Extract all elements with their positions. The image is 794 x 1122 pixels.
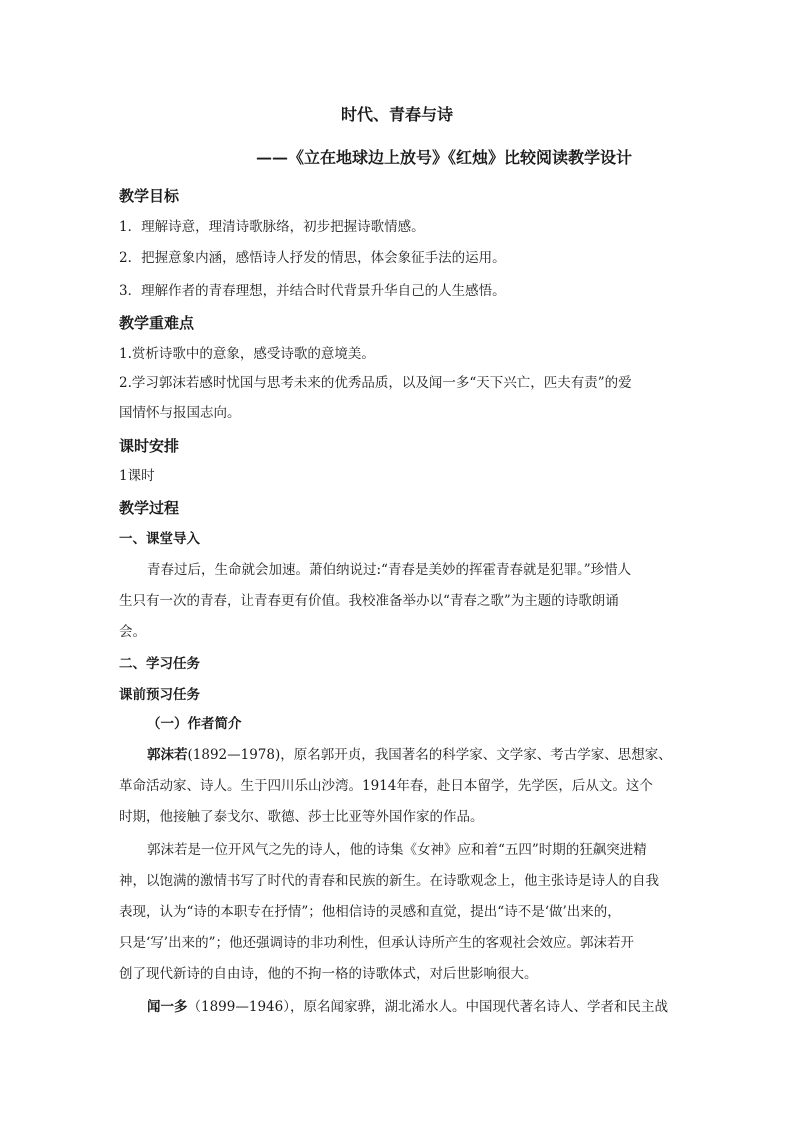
wen-para-line1-text: （1899—1946），原名闻家骅，湖北浠水人。中国现代著名诗人、学者和民主战 bbox=[187, 999, 668, 1015]
intro-line-1: 青春过后，生命就会加速。萧伯纳说过:“青春是美妙的挥霍青春就是犯罪。”珍惜人 bbox=[147, 562, 632, 578]
heading-teaching-goals: 教学目标 bbox=[119, 187, 180, 205]
key-point-1: 1.赏析诗歌中的意象，感受诗歌的意境美。 bbox=[119, 346, 375, 362]
guo-para1-line1-text: (1892—1978)，原名郭开贞，我国著名的科学家、文学家、考古学家、思想家、 bbox=[187, 747, 672, 763]
schedule-text: 1课时 bbox=[119, 468, 155, 484]
goal-item-2: 2．把握意象内涵，感悟诗人抒发的情思，体会象征手法的运用。 bbox=[119, 250, 506, 266]
heading-key-points: 教学重难点 bbox=[119, 314, 195, 332]
guo-para2-line2: 神，以饱满的激情书写了时代的青春和民族的新生。在诗歌观念上，他主张诗是诗人的自我 bbox=[119, 873, 659, 889]
heading-class-intro: 一、课堂导入 bbox=[119, 531, 200, 547]
guo-para1-line2: 革命活动家、诗人。生于四川乐山沙湾。1914年春，赴日本留学，先学医，后从文。这个 bbox=[119, 778, 653, 794]
guo-para2-line3: 表现，认为“诗的本职专在抒情”；他相信诗的灵感和直觉，提出“诗不是‘做’出来的， bbox=[119, 904, 621, 920]
guo-para2-line1: 郭沫若是一位开风气之先的诗人，他的诗集《女神》应和着“五四”时期的狂飙突进精 bbox=[147, 842, 647, 858]
document-subtitle: ——《立在地球边上放号》《红烛》比较阅读教学设计 bbox=[256, 148, 633, 167]
heading-schedule: 课时安排 bbox=[119, 437, 180, 455]
heading-author-intro: （一）作者简介 bbox=[147, 716, 242, 732]
heading-preview-tasks: 课前预习任务 bbox=[119, 687, 200, 703]
guo-para1-line1 bbox=[147, 746, 672, 764]
guo-para1-line3: 时期，他接触了泰戈尔、歌德、莎士比亚等外国作家的作品。 bbox=[119, 809, 484, 825]
guo-name: 郭沫若 bbox=[147, 747, 188, 763]
wen-para-line1 bbox=[147, 998, 668, 1016]
heading-process: 教学过程 bbox=[119, 499, 180, 517]
intro-line-2: 生只有一次的青春，让青春更有价值。我校准备举办以“青春之歌”为主题的诗歌朗诵 bbox=[119, 593, 619, 609]
goal-item-3: 3．理解作者的青春理想，并结合时代背景升华自己的人生感悟。 bbox=[119, 283, 506, 299]
document-title: 时代、青春与诗 bbox=[340, 105, 453, 124]
heading-learning-tasks: 二、学习任务 bbox=[119, 656, 200, 672]
intro-line-3: 会。 bbox=[119, 624, 146, 640]
key-point-2-line1: 2.学习郭沫若感时忧国与思考未来的优秀品质，以及闻一多“天下兴亡，匹夫有责”的爱 bbox=[119, 375, 632, 391]
wen-name: 闻一多 bbox=[147, 999, 188, 1015]
goal-item-1: 1．理解诗意，理清诗歌脉络，初步把握诗歌情感。 bbox=[119, 219, 425, 235]
key-point-2-line2: 国情怀与报国志向。 bbox=[119, 405, 241, 421]
guo-para2-line5: 创了现代新诗的自由诗，他的不拘一格的诗歌体式，对后世影响很大。 bbox=[119, 966, 538, 982]
guo-para2-line4: 只是‘写’出来的”；他还强调诗的非功利性，但承认诗所产生的客观社会效应。郭沫若开 bbox=[119, 935, 634, 951]
